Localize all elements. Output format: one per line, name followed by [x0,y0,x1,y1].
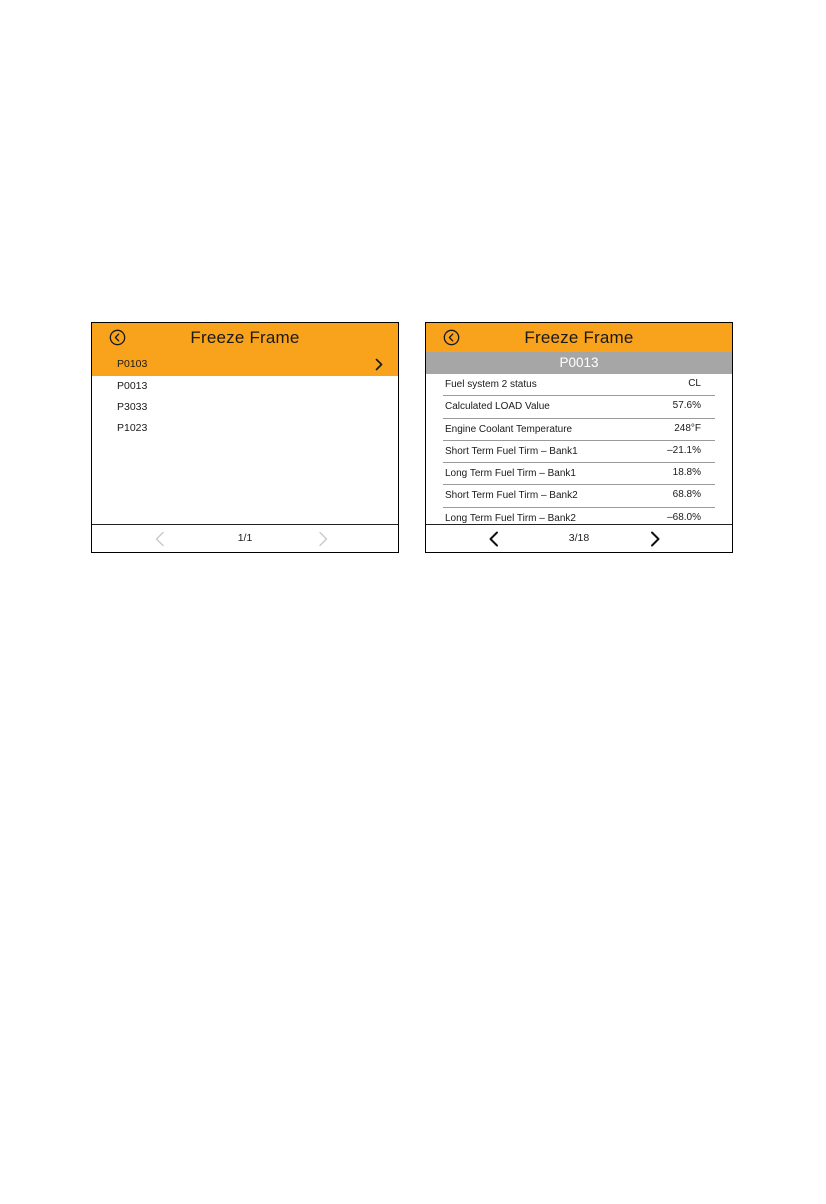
parameter-label: Engine Coolant Temperature [445,423,573,435]
back-circle-icon[interactable] [443,329,460,346]
parameter-label: Short Term Fuel Tirm – Bank1 [445,445,578,457]
parameter-value: 18.8% [672,467,701,479]
list-item[interactable] [92,376,398,397]
list-item[interactable] [92,418,398,439]
pagination-bar [426,524,732,552]
dtc-code: P0103 [117,358,148,370]
dtc-code: P0013 [117,380,148,392]
dtc-code: P3033 [117,401,148,413]
next-page-button[interactable] [648,531,662,547]
freeze-frame-list-screen [91,322,399,553]
page-indicator: 1/1 [237,532,253,544]
pagination-bar [92,524,398,552]
parameter-value: –21.1% [667,444,701,456]
table-row [443,419,715,441]
chevron-right-icon [374,358,384,371]
dtc-code-banner: P0013 [426,352,732,374]
parameter-value: 57.6% [672,400,701,412]
parameter-value: –68.0% [667,511,701,523]
freeze-frame-table [443,374,715,529]
header-bar [92,323,398,352]
page-indicator: 3/18 [568,532,590,544]
list-item[interactable] [92,352,398,376]
dtc-code: P1023 [117,422,148,434]
table-row [443,463,715,485]
parameter-label: Fuel system 2 status [445,379,537,390]
parameter-label: Short Term Fuel Tirm – Bank2 [445,490,578,502]
dtc-list [92,352,398,439]
back-circle-icon[interactable] [109,329,126,346]
list-item[interactable] [92,397,398,418]
parameter-value: CL [688,378,701,389]
page-title: Freeze Frame [190,327,300,347]
parameter-label: Long Term Fuel Tirm – Bank2 [445,512,576,524]
parameter-label: Long Term Fuel Tirm – Bank1 [445,468,576,480]
page-title: Freeze Frame [524,327,634,347]
parameter-label: Calculated LOAD Value [445,401,550,413]
parameter-value: 68.8% [672,489,701,501]
parameter-value: 248°F [674,422,701,434]
table-row [443,396,715,418]
table-row [443,374,715,396]
header-bar [426,323,732,352]
next-page-button[interactable] [316,531,330,547]
table-row [443,485,715,507]
table-row [443,441,715,463]
freeze-frame-detail-screen [425,322,733,553]
